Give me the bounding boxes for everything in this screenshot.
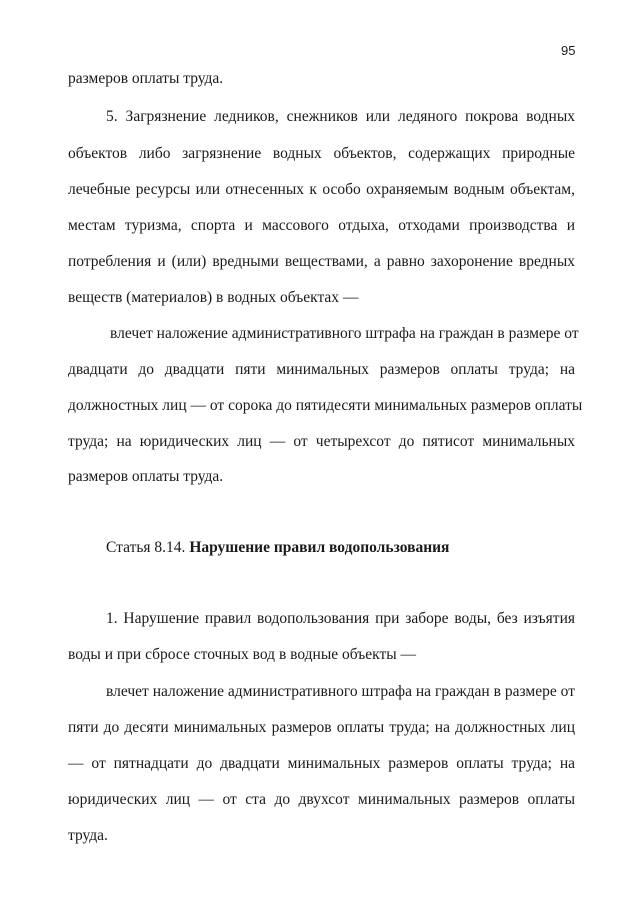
article-number: Статья 8.14.: [106, 539, 186, 556]
penalty-1-line-5: труда.: [68, 827, 108, 844]
article-heading: [106, 538, 575, 558]
item-5-line-3: лечебные ресурсы или отнесенных к особо охраняемым водным объектам,: [68, 181, 575, 198]
item-1-line-2: воды и при сбросе сточных вод в водные объекты —: [68, 646, 417, 663]
item-5-line-1: 5. Загрязнение ледников, снежников или ледяного покрова водных: [106, 108, 575, 125]
article-title: Нарушение правил водопользования: [189, 539, 450, 556]
continuation-line: размеров оплаты труда.: [68, 70, 224, 87]
penalty-1-line-3: — от пятнадцати до двадцати минимальных размеров оплаты труда; на: [68, 755, 575, 772]
penalty-5-line-5: размеров оплаты труда.: [68, 468, 224, 485]
item-5-line-2: объектов либо загрязнение водных объектов, содержащих природные: [68, 145, 575, 162]
penalty-5-line-2: двадцати до двадцати пяти минимальных размеров оплаты труда; на: [68, 361, 575, 378]
page-number: 95: [561, 43, 576, 58]
penalty-5-line-4: труда; на юридических лиц — от четырехсот до пятисот минимальных: [68, 433, 575, 450]
penalty-1-line-4: юридических лиц — от ста до двухсот минимальных размеров оплаты: [68, 791, 575, 808]
penalty-1-line-2: пяти до десяти минимальных размеров оплаты труда; на должностных лиц: [68, 719, 575, 736]
penalty-5-line-1: влечет наложение административного штрафа на граждан в размере от: [110, 325, 579, 342]
item-5-line-5: потребления и (или) вредными веществами, а равно захоронение вредных: [68, 253, 575, 270]
penalty-1-line-1: влечет наложение административного штрафа на граждан в размере от: [106, 683, 575, 700]
item-5-line-4: местам туризма, спорта и массового отдыха, отходами производства и: [68, 217, 575, 234]
item-1-line-1: 1. Нарушение правил водопользования при заборе воды, без изъятия: [106, 610, 575, 627]
penalty-5-line-3: должностных лиц — от сорока до пятидесяти минимальных размеров оплаты: [68, 397, 583, 414]
item-5-line-6: веществ (материалов) в водных объектах —: [68, 289, 359, 306]
